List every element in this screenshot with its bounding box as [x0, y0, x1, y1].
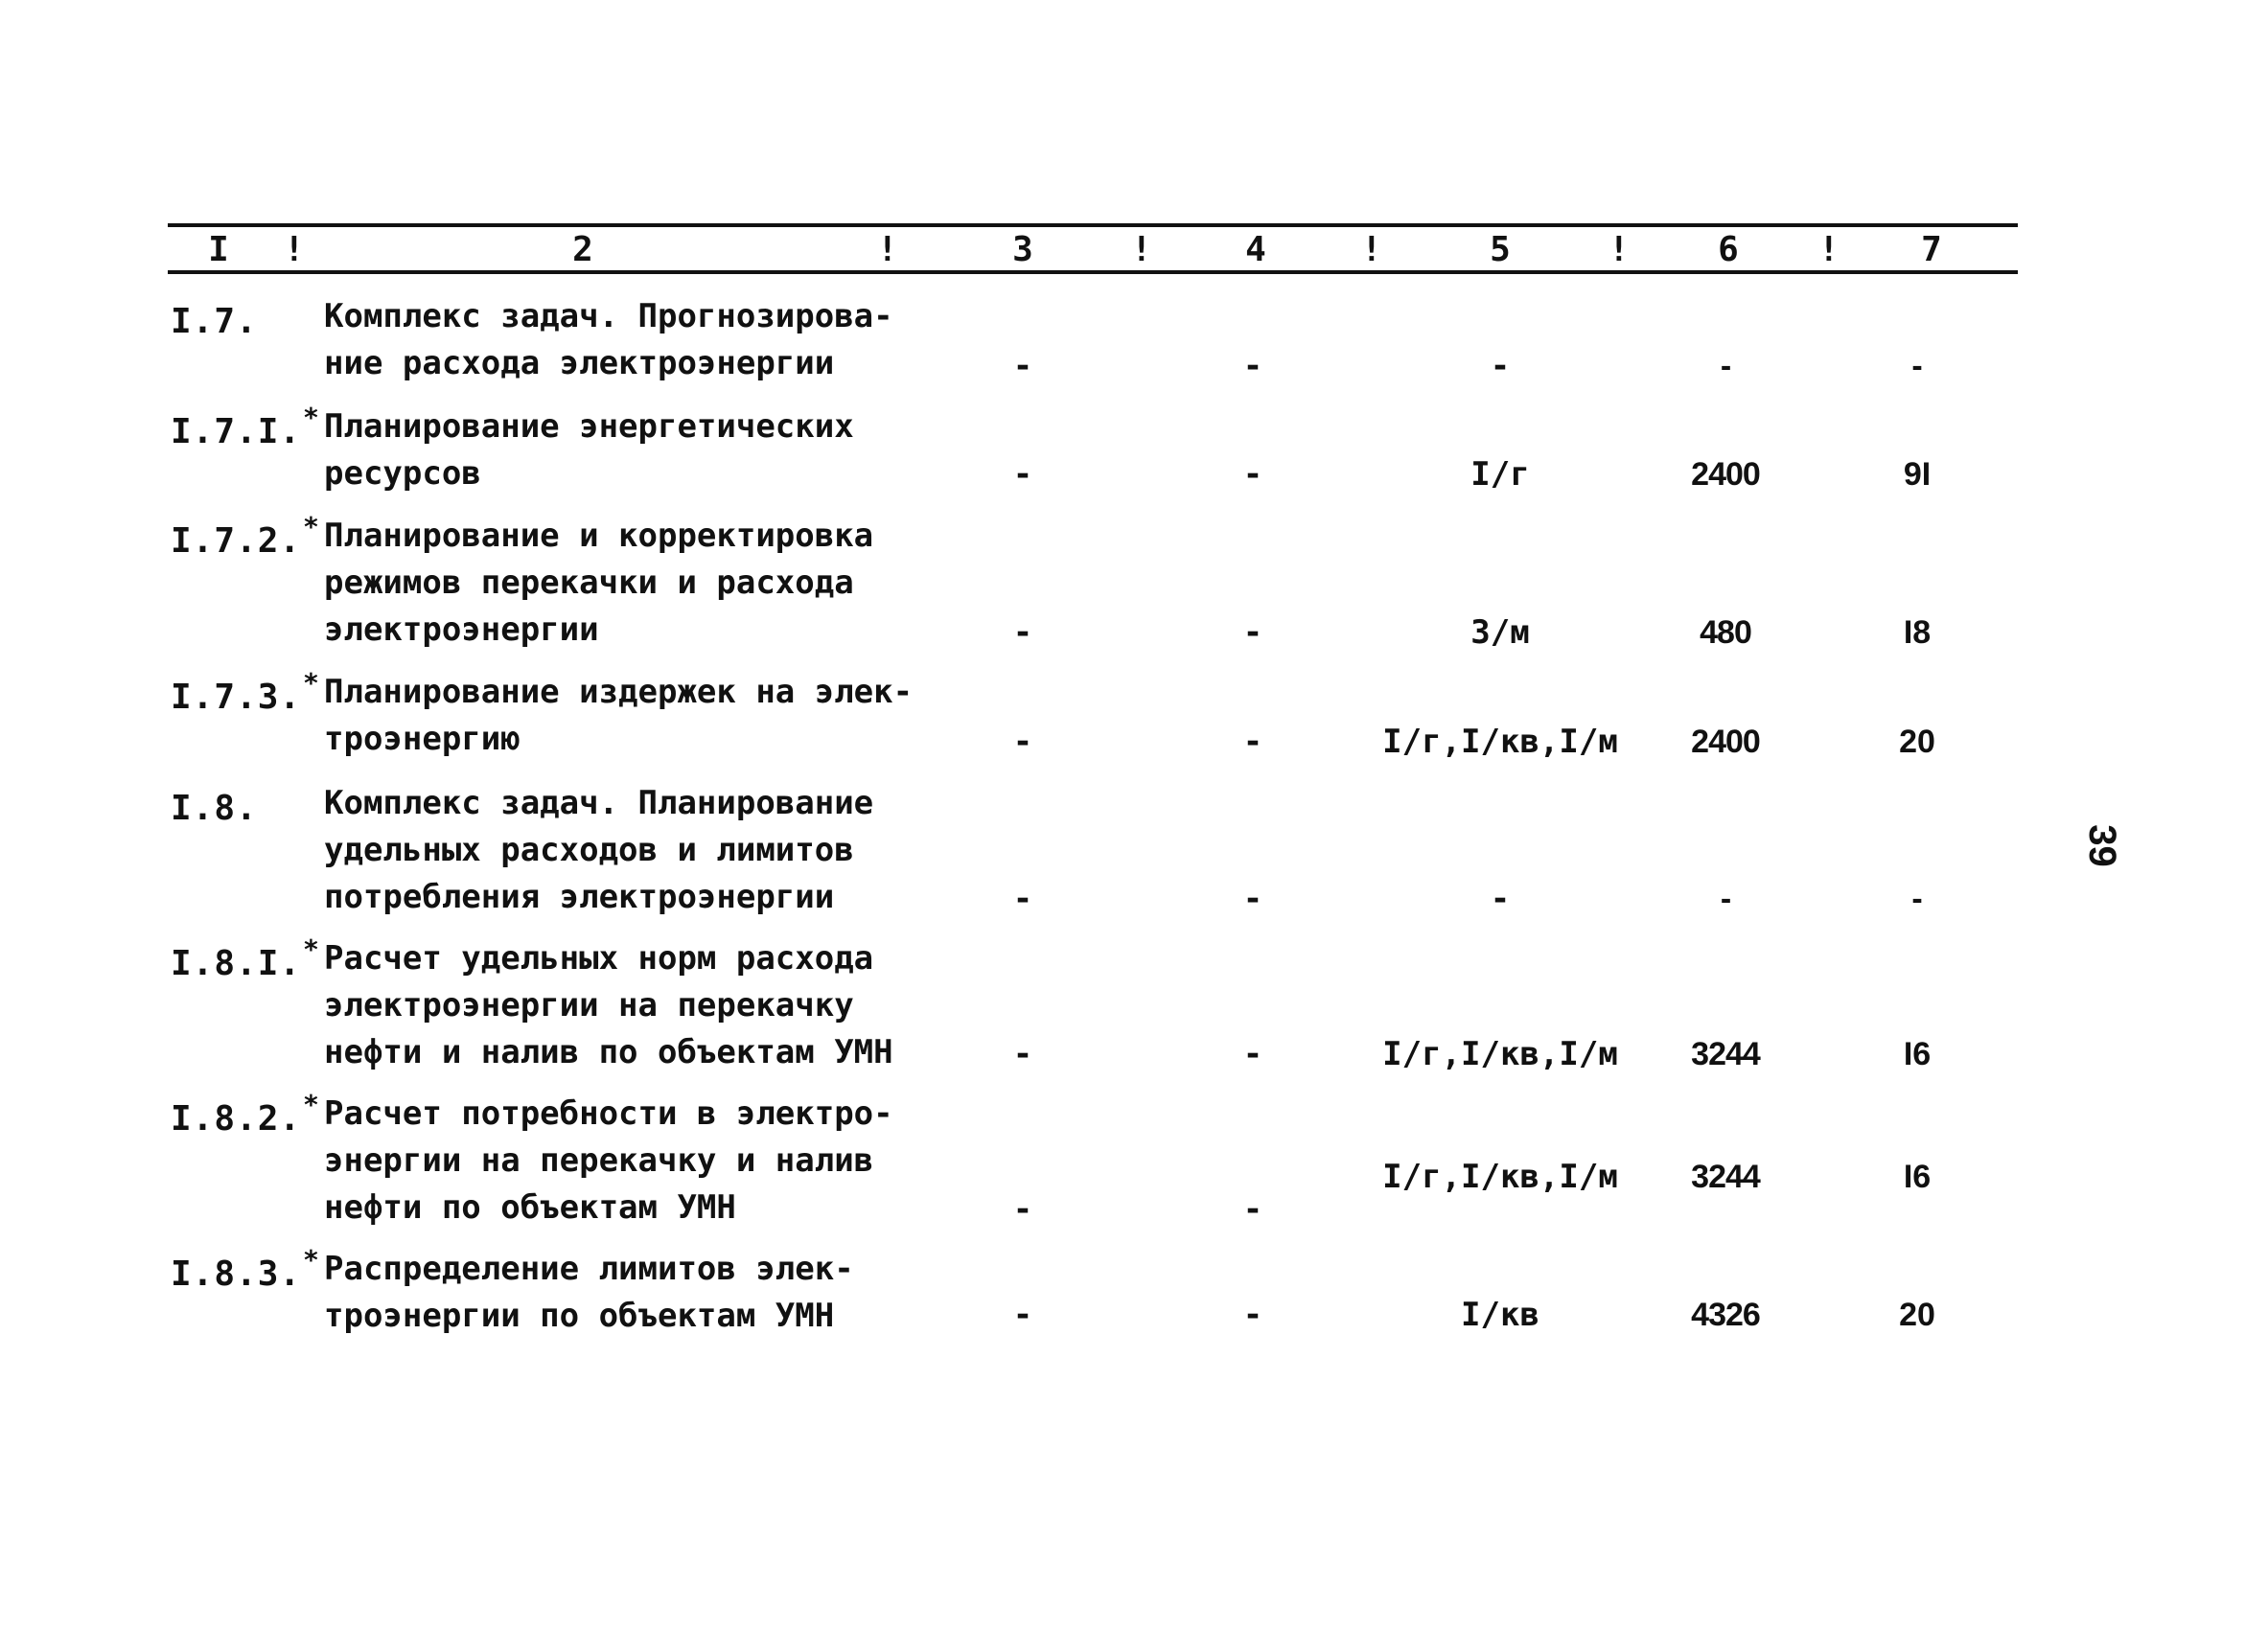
row-description — [324, 403, 918, 497]
row-star: * — [303, 933, 320, 965]
description-line: режимов перекачки и расхода — [324, 564, 854, 602]
cell-col-3: - — [1012, 1296, 1033, 1334]
row-code — [171, 1244, 320, 1294]
description-line: Расчет удельных норм расхода — [324, 939, 874, 978]
row-description — [324, 669, 918, 763]
cell-col-6: 2400 — [1691, 724, 1760, 760]
page-number: 39 — [2080, 824, 2123, 867]
cell-col-3: - — [1012, 723, 1033, 761]
row-code — [171, 782, 260, 828]
description-line: Распределение лимитов элек- — [324, 1250, 854, 1288]
cell-col-5: I/кв — [1461, 1296, 1539, 1334]
cell-col-7: 9I — [1903, 456, 1932, 493]
description-line: троэнергию — [324, 720, 521, 758]
cell-col-3: - — [1012, 613, 1033, 652]
cell-col-3: - — [1012, 455, 1033, 494]
cell-col-4: - — [1242, 455, 1263, 494]
cell-col-4: - — [1242, 1190, 1263, 1229]
description-line: нефти и налив по объектам УМН — [324, 1033, 893, 1071]
cell-col-6: 3244 — [1691, 1036, 1760, 1072]
cell-col-7: 20 — [1899, 1297, 1935, 1333]
cell-col-5: - — [1490, 347, 1511, 385]
cell-col-7: - — [1911, 348, 1923, 384]
row-description — [324, 1091, 918, 1231]
description-line: троэнергии по объектам УМН — [324, 1297, 835, 1335]
row-star: * — [303, 402, 320, 433]
header-col-1: I — [208, 230, 229, 269]
cell-col-7: - — [1911, 881, 1923, 917]
header-col-4: 4 — [1245, 230, 1266, 269]
header-separator: ! — [1131, 230, 1152, 269]
row-code-text: I.8. — [171, 789, 258, 828]
cell-col-6: - — [1720, 348, 1731, 384]
row-star: * — [303, 1089, 320, 1120]
cell-col-6: 2400 — [1691, 456, 1760, 493]
cell-col-7: I6 — [1903, 1036, 1932, 1072]
header-col-5: 5 — [1490, 230, 1511, 269]
description-line: электроэнергии на перекачку — [324, 986, 854, 1024]
row-code-text: I.8.I. — [171, 944, 302, 983]
cell-col-4: - — [1242, 1296, 1263, 1334]
cell-col-3: - — [1012, 880, 1033, 918]
row-code — [171, 667, 320, 717]
description-line: удельных расходов и лимитов — [324, 831, 854, 869]
cell-col-5: - — [1490, 880, 1511, 918]
description-line: Планирование энергетических — [324, 407, 854, 446]
row-code-text: I.7. — [171, 302, 258, 341]
header-separator: ! — [1608, 230, 1630, 269]
row-code-text: I.8.3. — [171, 1254, 302, 1294]
row-description — [324, 293, 918, 387]
row-code — [171, 933, 320, 983]
row-star: * — [303, 511, 320, 542]
row-code — [171, 511, 320, 561]
cell-col-4: - — [1242, 723, 1263, 761]
description-line: электроэнергии — [324, 610, 599, 649]
cell-col-5: I/г,I/кв,I/м — [1382, 723, 1618, 761]
header-col-3: 3 — [1012, 230, 1033, 269]
cell-col-4: - — [1242, 613, 1263, 652]
cell-col-5: 3/м — [1470, 613, 1530, 652]
description-line: нефти по объектам УМН — [324, 1188, 736, 1227]
header-separator: ! — [1818, 230, 1840, 269]
row-description — [324, 1246, 918, 1340]
description-line: Комплекс задач. Прогнозирова- — [324, 297, 893, 335]
cell-col-3: - — [1012, 1035, 1033, 1073]
cell-col-5: I/г,I/кв,I/м — [1382, 1035, 1618, 1073]
description-line: Планирование и корректировка — [324, 517, 874, 555]
row-description — [324, 513, 918, 654]
header-col-7: 7 — [1921, 230, 1942, 269]
header-separator: ! — [877, 230, 898, 269]
header-bottom-rule — [168, 270, 2018, 274]
cell-col-6: 3244 — [1691, 1159, 1760, 1195]
header-top-rule — [168, 223, 2018, 227]
row-star: * — [303, 1244, 320, 1276]
cell-col-6: 4326 — [1691, 1297, 1760, 1333]
description-line: потребления электроэнергии — [324, 878, 835, 916]
cell-col-3: - — [1012, 1190, 1033, 1229]
cell-col-3: - — [1012, 347, 1033, 385]
cell-col-7: I6 — [1903, 1159, 1932, 1195]
description-line: Расчет потребности в электро- — [324, 1094, 893, 1133]
description-line: Планирование издержек на элек- — [324, 673, 914, 711]
row-code-text: I.7.I. — [171, 412, 302, 451]
cell-col-5: I/г,I/кв,I/м — [1382, 1158, 1618, 1196]
header-col-2: 2 — [572, 230, 593, 269]
cell-col-6: 480 — [1700, 614, 1751, 651]
cell-col-5: I/г — [1470, 455, 1530, 494]
row-description — [324, 780, 918, 921]
cell-col-4: - — [1242, 880, 1263, 918]
cell-col-4: - — [1242, 1035, 1263, 1073]
header-separator: ! — [1361, 230, 1382, 269]
description-line: энергии на перекачку и налив — [324, 1141, 874, 1180]
row-code-text: I.7.3. — [171, 678, 302, 717]
row-code — [171, 402, 320, 451]
row-star: * — [303, 667, 320, 699]
row-code — [171, 1089, 320, 1139]
cell-col-7: 20 — [1899, 724, 1935, 760]
cell-col-4: - — [1242, 347, 1263, 385]
description-line: ресурсов — [324, 454, 481, 493]
header-separator: ! — [284, 230, 305, 269]
row-code-text: I.7.2. — [171, 521, 302, 561]
row-description — [324, 935, 918, 1076]
cell-col-7: I8 — [1903, 614, 1932, 651]
description-line: ние расхода электроэнергии — [324, 344, 835, 382]
description-line: Комплекс задач. Планирование — [324, 784, 874, 822]
row-code-text: I.8.2. — [171, 1099, 302, 1139]
cell-col-6: - — [1720, 881, 1731, 917]
row-code — [171, 295, 260, 341]
header-col-6: 6 — [1718, 230, 1739, 269]
